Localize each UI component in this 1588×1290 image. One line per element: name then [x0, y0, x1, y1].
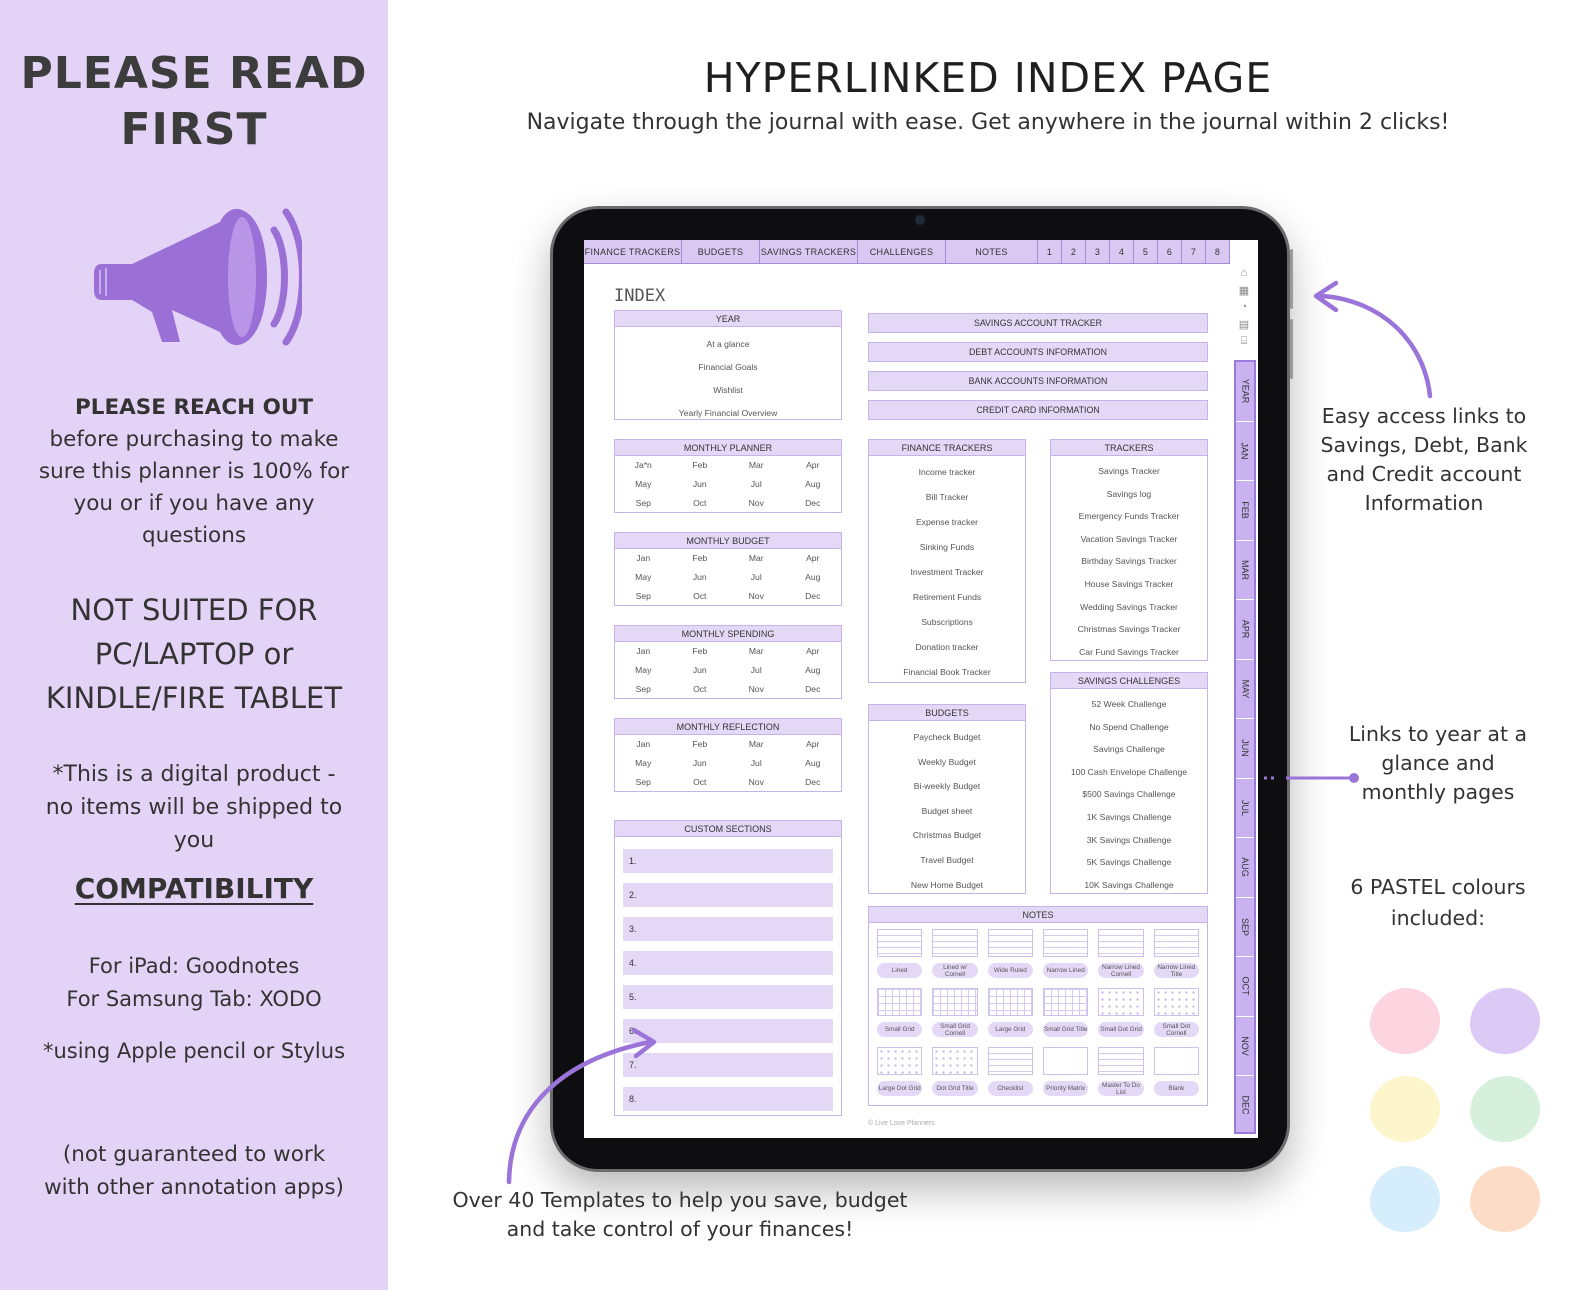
month-link[interactable]: Mar [748, 460, 764, 470]
monthly-planner-section [614, 439, 842, 513]
note-template-label[interactable]: Large Grid [988, 1022, 1033, 1037]
reach-out-text [30, 392, 358, 552]
month-link[interactable]: Jul [750, 758, 762, 768]
index-link[interactable]: Financial Book Tracker [903, 667, 991, 677]
pastel-swatch-peach [1470, 1166, 1540, 1232]
tab-number-5[interactable]: 5 [1134, 240, 1158, 264]
month-tab-sep[interactable] [1236, 898, 1254, 958]
month-tab-feb[interactable] [1236, 481, 1254, 541]
note-template-label[interactable]: Checklist [988, 1081, 1033, 1096]
left-info-panel [0, 0, 388, 1290]
bank-accounts-link[interactable]: BANK ACCOUNTS INFORMATION [868, 371, 1208, 391]
note-template-thumbnail[interactable] [1098, 1047, 1143, 1075]
note-template-label[interactable]: Master To Do List [1098, 1081, 1143, 1096]
month-tab-label: FEB [1239, 501, 1250, 520]
pastel-swatch-pink [1370, 988, 1440, 1054]
templates-annotation: Over 40 Templates to help you save, budget and take control of your finances! [452, 1188, 908, 1241]
monthly-spending-grid [615, 642, 841, 699]
month-link[interactable]: May [635, 758, 652, 768]
finance-trackers-list [869, 456, 1025, 685]
tab-number-7[interactable]: 7 [1182, 240, 1206, 264]
month-link[interactable]: May [635, 572, 652, 582]
month-link[interactable]: Apr [806, 739, 820, 749]
month-link[interactable]: Ja*n [634, 460, 652, 470]
note-template-thumbnail[interactable] [877, 988, 922, 1016]
custom-sections [614, 820, 842, 1116]
compatible-apps [10, 950, 378, 1016]
month-link[interactable]: Nov [748, 684, 764, 694]
page-title: HYPERLINKED INDEX PAGE [703, 54, 1273, 102]
note-template-thumbnail[interactable] [1043, 929, 1088, 957]
monthly-budget-section [614, 532, 842, 606]
note-template-label[interactable]: Priority Matrix [1043, 1081, 1088, 1096]
budgets-header: BUDGETS [869, 705, 1025, 721]
samsung-app: For Samsung Tab: XODO [66, 987, 322, 1011]
side-button [1290, 319, 1293, 379]
month-tab-year[interactable] [1236, 362, 1254, 422]
month-tab-label: NOV [1240, 1035, 1251, 1056]
month-link[interactable]: Jun [692, 479, 707, 489]
index-link[interactable]: Savings log [1106, 488, 1152, 499]
month-link[interactable]: Dec [805, 591, 821, 601]
piggy-bank-icon[interactable]: ◔ [1240, 301, 1248, 313]
note-template-thumbnail[interactable] [1043, 988, 1088, 1016]
note-template-label[interactable]: Wide Ruled [988, 963, 1033, 978]
monthly-planner-header: MONTHLY PLANNER [615, 440, 841, 456]
month-link[interactable]: Oct [693, 684, 707, 694]
tab-number-4[interactable]: 4 [1110, 240, 1134, 264]
custom-slot-list [615, 837, 841, 1111]
monthly-reflection-header: MONTHLY REFLECTION [615, 719, 841, 735]
note-template-thumbnail[interactable] [932, 988, 977, 1016]
month-tab-label: OCT [1240, 976, 1250, 996]
year-section [614, 310, 842, 420]
month-tab-apr[interactable] [1236, 600, 1254, 660]
month-tab-label: JUL [1239, 799, 1250, 816]
tab-number-8[interactable]: 8 [1206, 240, 1230, 264]
month-link[interactable]: Jun [692, 572, 707, 582]
tab-savings-trackers[interactable]: SAVINGS TRACKERS [760, 240, 858, 264]
note-template-label[interactable]: Small Dot Grid [1098, 1022, 1143, 1037]
note-template-label[interactable]: Dot Grid Title [932, 1081, 977, 1096]
note-template-thumbnail[interactable] [877, 929, 922, 957]
pastel-swatch-purple [1470, 988, 1540, 1054]
month-link[interactable]: Aug [805, 479, 821, 489]
index-link[interactable]: Bill Tracker [925, 492, 969, 502]
digital-product-note: *This is a digital product - no items will be shipped to you [45, 762, 343, 853]
top-tab-bar [584, 240, 1230, 264]
month-tab-jul[interactable] [1236, 779, 1254, 839]
tablet-device [550, 206, 1290, 1172]
month-link[interactable]: Aug [805, 572, 821, 582]
month-tab-label: JAN [1239, 442, 1250, 460]
index-link[interactable]: Christmas Budget [912, 830, 982, 841]
year-header: YEAR [615, 311, 841, 327]
pastel-swatch-yellow [1370, 1076, 1440, 1142]
budgets-list [869, 721, 1025, 897]
note-template-label[interactable]: Small Grid Title [1043, 1022, 1088, 1037]
note-template-thumbnail[interactable] [877, 1047, 922, 1075]
note-template-label[interactable]: Blank [1154, 1081, 1199, 1096]
month-link[interactable]: Apr [806, 646, 820, 656]
month-link[interactable]: Aug [805, 758, 821, 768]
custom-section-slot[interactable]: 4. [623, 951, 833, 975]
month-tab-may[interactable] [1236, 660, 1254, 720]
month-link[interactable]: Jun [692, 665, 707, 675]
notes-section [868, 906, 1208, 1106]
month-link[interactable]: Apr [806, 553, 820, 563]
month-tab-label: AUG [1240, 857, 1251, 878]
calendar-icon[interactable]: ▦ [1238, 285, 1250, 297]
tab-number-6[interactable]: 6 [1158, 240, 1182, 264]
year-link[interactable]: Wishlist [713, 385, 743, 395]
reach-out-body: before purchasing to make sure this planner is 100% for you or if you have any questions [38, 427, 350, 548]
month-link[interactable]: Sep [635, 777, 651, 787]
index-link[interactable]: Birthday Savings Tracker [1081, 556, 1177, 567]
custom-section-slot[interactable]: 7. [623, 1053, 833, 1077]
month-link[interactable]: Dec [805, 498, 821, 508]
month-link[interactable]: Nov [748, 777, 764, 787]
credit-card-link[interactable]: CREDIT CARD INFORMATION [868, 400, 1208, 420]
please-read-first-heading: PLEASE READ FIRST [20, 48, 368, 155]
month-tab-label: SEP [1240, 917, 1251, 936]
monthly-spending-section [614, 625, 842, 699]
note-template-thumbnail[interactable] [1154, 1047, 1199, 1075]
year-link[interactable]: At a glance [706, 339, 750, 349]
index-link[interactable]: House Savings Tracker [1084, 578, 1174, 589]
finance-trackers-header: FINANCE TRACKERS [869, 440, 1025, 456]
note-template-thumbnail[interactable] [988, 1047, 1033, 1075]
index-link[interactable]: Savings Tracker [1098, 466, 1160, 476]
month-link[interactable]: Oct [693, 591, 707, 601]
index-link[interactable]: Christmas Savings Tracker [1077, 624, 1181, 635]
pastel-swatch-green [1470, 1076, 1540, 1142]
easy-access-annotation: Easy access links to Savings, Debt, Bank and Credit account Information [1320, 404, 1528, 515]
trackers-header: TRACKERS [1051, 440, 1207, 456]
savings-challenges-header: SAVINGS CHALLENGES [1051, 673, 1207, 689]
month-tab-mar[interactable] [1236, 541, 1254, 601]
year-link[interactable]: Yearly Financial Overview [678, 408, 778, 418]
note-template-label[interactable]: Large Dot Grid [877, 1081, 922, 1096]
copyright-text: © Live Love Planners [868, 1120, 935, 1127]
index-link[interactable]: Subscriptions [921, 617, 973, 627]
index-link[interactable]: 1K Savings Challenge [1086, 811, 1172, 822]
debt-accounts-link[interactable]: DEBT ACCOUNTS INFORMATION [868, 342, 1208, 362]
month-link[interactable]: Feb [692, 460, 708, 470]
savings-challenges-section [1050, 672, 1208, 894]
month-tab-label: YEAR [1240, 378, 1251, 404]
month-link[interactable]: Nov [748, 591, 764, 601]
index-link[interactable]: 10K Savings Challenge [1084, 879, 1174, 890]
planner-screen [584, 240, 1258, 1138]
notes-templates-grid [869, 923, 1207, 1106]
index-link[interactable]: Emergency Funds Tracker [1078, 511, 1180, 522]
tab-budgets[interactable]: BUDGETS [682, 240, 760, 264]
index-link[interactable]: Paycheck Budget [913, 732, 981, 742]
month-tab-dec[interactable] [1236, 1076, 1254, 1136]
note-template-thumbnail[interactable] [932, 1047, 977, 1075]
month-link[interactable]: Sep [635, 498, 651, 508]
month-link[interactable]: Jul [750, 479, 762, 489]
index-link[interactable]: Budget sheet [921, 805, 973, 816]
index-title: INDEX [614, 286, 666, 306]
compatibility-heading: COMPATIBILITY [74, 872, 314, 905]
monthly-spending-header: MONTHLY SPENDING [615, 626, 841, 642]
index-link[interactable]: Retirement Funds [912, 592, 982, 602]
custom-section-slot[interactable]: 6. [623, 1019, 833, 1043]
monthly-budget-grid [615, 549, 841, 606]
month-link[interactable]: Aug [805, 665, 821, 675]
month-link[interactable]: Jan [636, 739, 651, 749]
month-tab-label: DEC [1240, 1095, 1251, 1115]
pastel-colours-annotation: 6 PASTEL colours included: [1350, 875, 1526, 930]
index-link[interactable]: No Spend Challenge [1089, 721, 1169, 732]
month-link[interactable]: Jan [636, 646, 651, 656]
index-link[interactable]: New Home Budget [910, 879, 984, 890]
arrow-head [1316, 283, 1336, 310]
tab-number-2[interactable]: 2 [1062, 240, 1086, 264]
note-template-label[interactable]: Lined [877, 963, 922, 978]
megaphone-icon [92, 192, 302, 352]
note-template-thumbnail[interactable] [988, 988, 1033, 1016]
index-link[interactable]: 3K Savings Challenge [1086, 834, 1172, 845]
index-link[interactable]: Investment Tracker [910, 567, 984, 577]
month-link[interactable]: Sep [635, 684, 651, 694]
trackers-list [1051, 456, 1207, 663]
tab-number-1[interactable]: 1 [1038, 240, 1062, 264]
side-button [1290, 249, 1293, 309]
custom-section-slot[interactable]: 1. [623, 849, 833, 873]
savings-challenges-list [1051, 689, 1207, 896]
budgets-section [868, 704, 1026, 894]
index-link[interactable]: 100 Cash Envelope Challenge [1070, 766, 1188, 777]
month-tab-nov[interactable] [1236, 1017, 1254, 1077]
index-link[interactable]: Weekly Budget [918, 756, 976, 767]
month-tab-aug[interactable] [1236, 838, 1254, 898]
custom-section-slot[interactable]: 8. [623, 1087, 833, 1111]
index-link[interactable]: 52 Week Challenge [1091, 699, 1167, 709]
camera-dot [915, 215, 925, 225]
note-template-thumbnail[interactable] [1154, 988, 1199, 1016]
month-link[interactable]: Nov [748, 498, 764, 508]
month-tab-oct[interactable] [1236, 957, 1254, 1017]
month-link[interactable]: Jul [750, 665, 762, 675]
home-icon[interactable]: ⌂ [1240, 267, 1248, 279]
note-template-label[interactable]: Small Grid Cornell [932, 1022, 977, 1037]
month-link[interactable]: Feb [692, 553, 708, 563]
index-link[interactable]: Expense tracker [915, 517, 979, 527]
finance-trackers-section [868, 439, 1026, 683]
index-link[interactable]: 5K Savings Challenge [1086, 857, 1172, 868]
custom-section-slot[interactable]: 3. [623, 917, 833, 941]
note-template-thumbnail[interactable] [1098, 929, 1143, 957]
note-template-thumbnail[interactable] [1098, 988, 1143, 1016]
tab-notes[interactable]: NOTES [946, 240, 1038, 264]
month-link[interactable]: May [635, 479, 652, 489]
note-template-label[interactable]: Lined w/ Cornell [932, 963, 977, 978]
tab-number-3[interactable]: 3 [1086, 240, 1110, 264]
month-link[interactable]: Dec [805, 777, 821, 787]
year-link[interactable]: Financial Goals [698, 362, 758, 372]
pencil-note: *using Apple pencil or Stylus [42, 1039, 346, 1063]
index-link[interactable]: Wedding Savings Tracker [1080, 601, 1178, 612]
index-link[interactable]: Sinking Funds [919, 542, 975, 552]
pastel-swatch-blue [1370, 1166, 1440, 1232]
custom-sections-header: CUSTOM SECTIONS [615, 821, 841, 837]
monthly-budget-header: MONTHLY BUDGET [615, 533, 841, 549]
month-link[interactable]: Oct [693, 498, 707, 508]
not-guaranteed-note: (not guaranteed to work with other annotation apps) [44, 1142, 344, 1200]
trackers-section [1050, 439, 1208, 661]
month-link[interactable]: Jun [692, 758, 707, 768]
month-link[interactable]: Feb [692, 739, 708, 749]
note-template-label[interactable]: Small Grid [877, 1022, 922, 1037]
month-tab-label: MAR [1240, 559, 1250, 580]
month-tab-jun[interactable] [1236, 719, 1254, 779]
custom-section-slot[interactable]: 2. [623, 883, 833, 907]
note-template-label[interactable]: Small Dot Cornell [1154, 1022, 1199, 1037]
tab-challenges[interactable]: CHALLENGES [858, 240, 946, 264]
monthly-planner-grid [615, 456, 841, 513]
note-template-thumbnail[interactable] [1154, 929, 1199, 957]
custom-section-slot[interactable]: 5. [623, 985, 833, 1009]
note-template-label[interactable]: Narrow Lined Cornell [1098, 963, 1143, 978]
year-links-annotation: Links to year at a glance and monthly pages [1348, 722, 1528, 804]
month-link[interactable]: Jul [750, 572, 762, 582]
note-template-thumbnail[interactable] [1043, 1047, 1088, 1075]
document-icon[interactable]: ▤ [1238, 319, 1250, 331]
month-link[interactable]: Oct [693, 777, 707, 787]
month-link[interactable]: Mar [748, 553, 764, 563]
month-tab-jan[interactable] [1236, 422, 1254, 482]
monthly-reflection-section [614, 718, 842, 792]
note-template-label[interactable]: Narrow Lined [1043, 963, 1088, 978]
savings-account-link[interactable]: SAVINGS ACCOUNT TRACKER [868, 313, 1208, 333]
index-link[interactable]: $500 Savings Challenge [1082, 789, 1176, 800]
bank-icon[interactable]: ⌸ [1240, 335, 1248, 347]
note-template-thumbnail[interactable] [988, 929, 1033, 957]
reach-out-bold: PLEASE REACH OUT [75, 395, 313, 420]
index-link[interactable]: Donation tracker [915, 642, 979, 652]
monthly-reflection-grid [615, 735, 841, 792]
month-tab-label: MAY [1240, 679, 1250, 699]
month-link[interactable]: Sep [635, 591, 651, 601]
note-template-label[interactable]: Narrow Lined Title [1154, 963, 1199, 978]
month-tab-strip [1234, 360, 1256, 1134]
month-link[interactable]: Feb [692, 646, 708, 656]
month-link[interactable]: Jan [636, 553, 651, 563]
month-link[interactable]: May [635, 665, 652, 675]
index-link[interactable]: Vacation Savings Tracker [1080, 533, 1178, 544]
index-link[interactable]: Bi-weekly Budget [913, 781, 981, 792]
notes-header: NOTES [869, 907, 1207, 923]
index-link[interactable]: Income tracker [918, 467, 976, 477]
month-tab-label: APR [1240, 619, 1251, 639]
not-suited-text: NOT SUITED FOR PC/LAPTOP or KINDLE/FIRE TABLET [45, 593, 343, 715]
quick-link-icons [1230, 266, 1258, 356]
index-link[interactable]: Savings Challenge [1093, 744, 1165, 755]
arrow-to-accounts [1322, 296, 1430, 396]
ipad-app: For iPad: Goodnotes [88, 954, 300, 978]
tab-finance-trackers[interactable]: FINANCE TRACKERS [584, 240, 682, 264]
page-subtitle: Navigate through the journal with ease. Get anywhere in the journal within 2 clicks! [526, 110, 1450, 135]
index-link[interactable]: Travel Budget [920, 854, 974, 865]
month-tab-label: JUN [1240, 739, 1250, 757]
index-link[interactable]: Car Fund Savings Tracker [1079, 646, 1179, 657]
month-link[interactable]: Apr [806, 460, 820, 470]
month-link[interactable]: Dec [805, 684, 821, 694]
note-template-thumbnail[interactable] [932, 929, 977, 957]
month-link[interactable]: Mar [748, 646, 764, 656]
month-link[interactable]: Mar [748, 739, 764, 749]
